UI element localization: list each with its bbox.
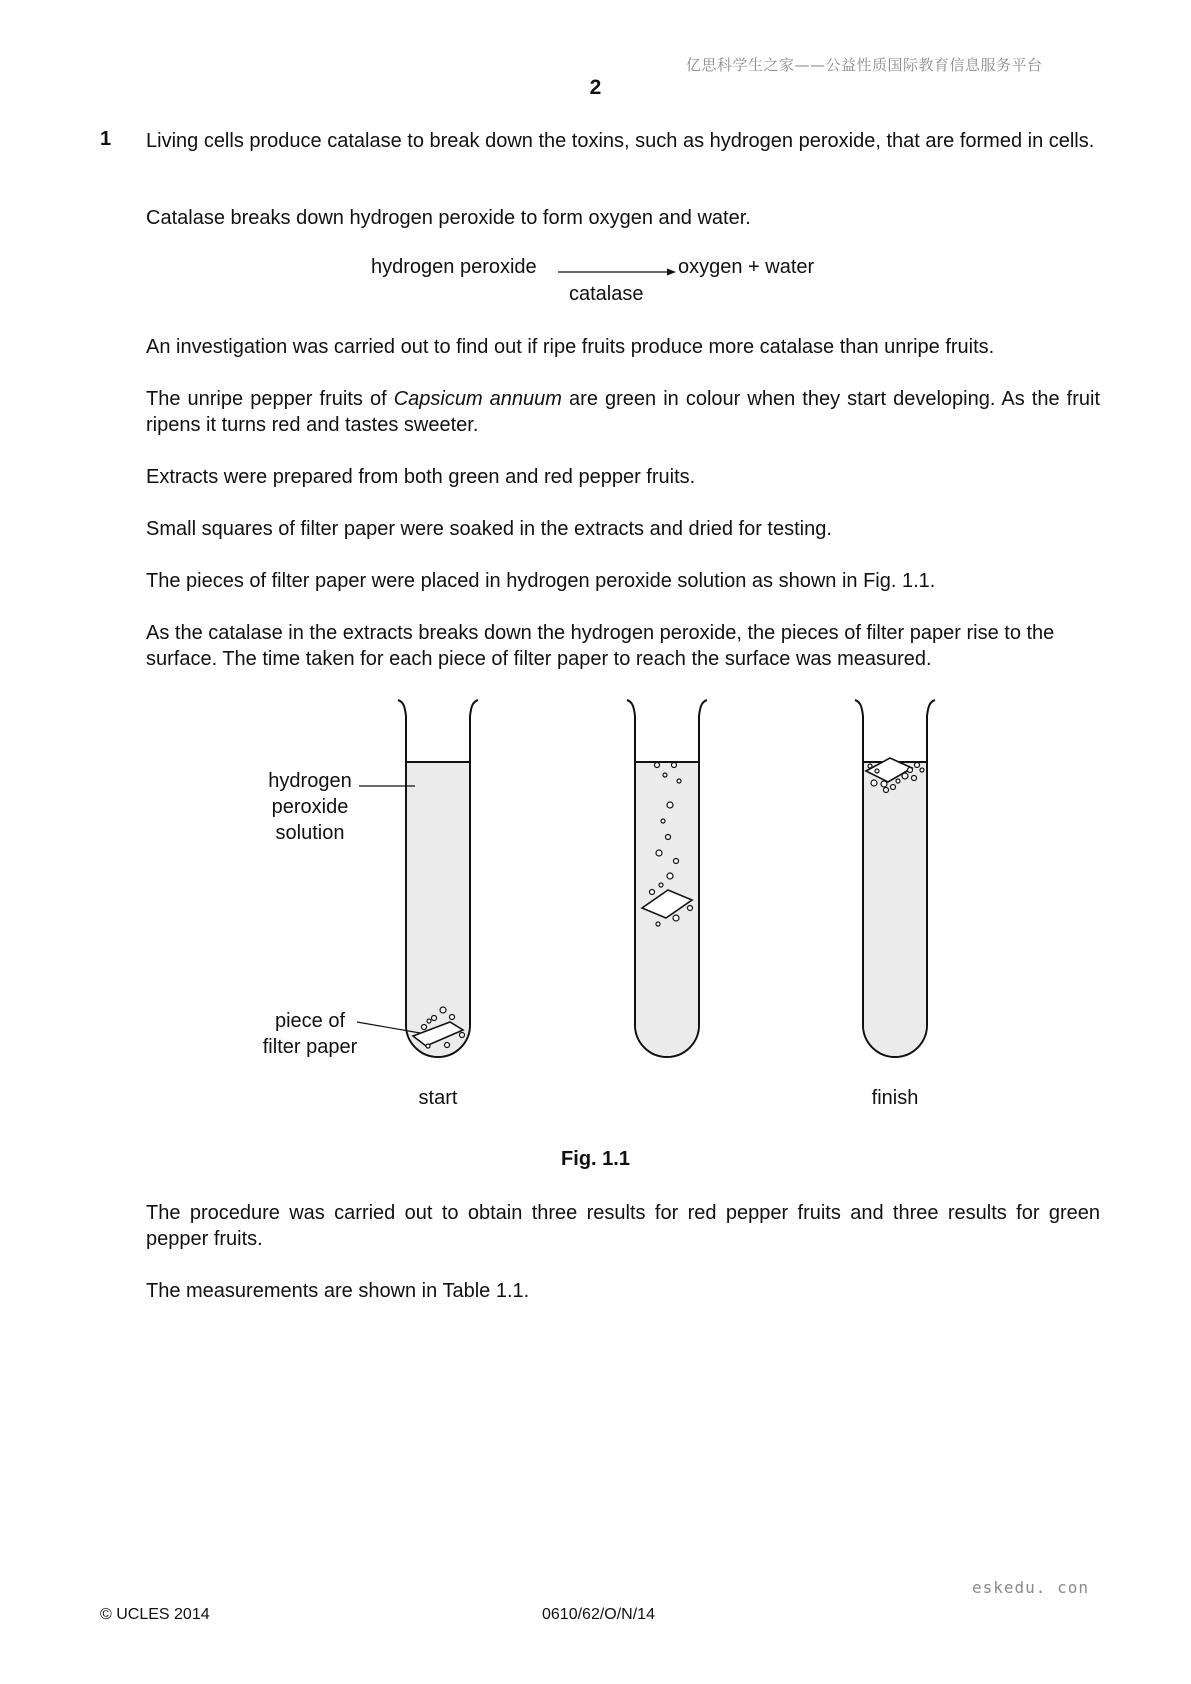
paragraph-extracts: Extracts were prepared from both green and red pepper fruits. — [146, 466, 696, 488]
page-number: 2 — [589, 76, 602, 99]
footer-copyright: © UCLES 2014 — [100, 1606, 210, 1623]
label-solution-line-2: peroxide — [271, 796, 349, 818]
label-start: start — [418, 1087, 458, 1109]
paragraph-procedure: The procedure was carried out to obtain three results for red pepper fruits and three results for green pepper fruits. — [146, 1202, 1100, 1250]
filter-paper-start — [413, 1022, 463, 1046]
label-piece-of-filter-paper — [245, 1008, 375, 1060]
paragraph-placement: The pieces of filter paper were placed in hydrogen peroxide solution as shown in Fig. 1.1. — [146, 570, 936, 592]
solution-finish — [864, 762, 926, 1056]
paragraph-rise: As the catalase in the extracts breaks down the hydrogen peroxide, the pieces of filter paper rise to the surface. The time taken for each piece of filter paper to reach the surface was measured. — [146, 622, 1055, 670]
question-number: 1 — [100, 128, 112, 150]
label-solution-line-3: solution — [275, 822, 345, 844]
test-tube-finish — [855, 700, 935, 1057]
label-hydrogen-peroxide-solution — [250, 768, 370, 846]
paragraph-intro: Living cells produce catalase to break down the toxins, such as hydrogen peroxide, that are formed in cells. — [146, 130, 1095, 152]
paragraph-catalase: Catalase breaks down hydrogen peroxide to form oxygen and water. — [146, 207, 751, 229]
label-paper-line-1: piece of — [274, 1010, 346, 1032]
test-tube-start — [398, 700, 478, 1057]
paragraph-table-reference: The measurements are shown in Table 1.1. — [146, 1280, 530, 1302]
filter-paper-middle — [642, 890, 692, 918]
equation-products: oxygen + water — [678, 256, 815, 278]
equation-reactant: hydrogen peroxide — [371, 256, 537, 278]
paragraph-filter-squares: Small squares of filter paper were soaked in the extracts and dried for testing. — [146, 518, 832, 540]
paragraph-species — [146, 386, 1100, 438]
solution-start — [407, 762, 469, 1056]
word-equation — [0, 256, 1191, 316]
solution-middle — [636, 762, 698, 1056]
equation-enzyme: catalase — [569, 283, 644, 305]
reaction-arrow-icon — [558, 267, 676, 277]
header-watermark: 亿思科学生之家——公益性质国际教育信息服务平台 — [686, 56, 1043, 74]
paragraph-investigation: An investigation was carried out to find out if ripe fruits produce more catalase than unripe fruits. — [146, 336, 995, 358]
test-tube-middle — [627, 700, 707, 1057]
footer-watermark: eskedu. con — [972, 1578, 1089, 1597]
species-name: Capsicum annuum — [393, 388, 562, 410]
label-solution-line-1: hydrogen — [268, 770, 352, 792]
label-finish: finish — [871, 1087, 919, 1109]
label-paper-line-2: filter paper — [262, 1036, 358, 1058]
species-text-after: are green in colour when they start developing. As the fruit ripens it turns red and tastes sweeter. — [146, 388, 1101, 436]
bubbles — [422, 763, 925, 1049]
footer-paper-code: 0610/62/O/N/14 — [542, 1606, 655, 1623]
filter-paper-finish — [866, 758, 912, 782]
species-text-before: The unripe pepper fruits of — [146, 388, 394, 410]
figure-caption: Fig. 1.1 — [561, 1148, 630, 1170]
